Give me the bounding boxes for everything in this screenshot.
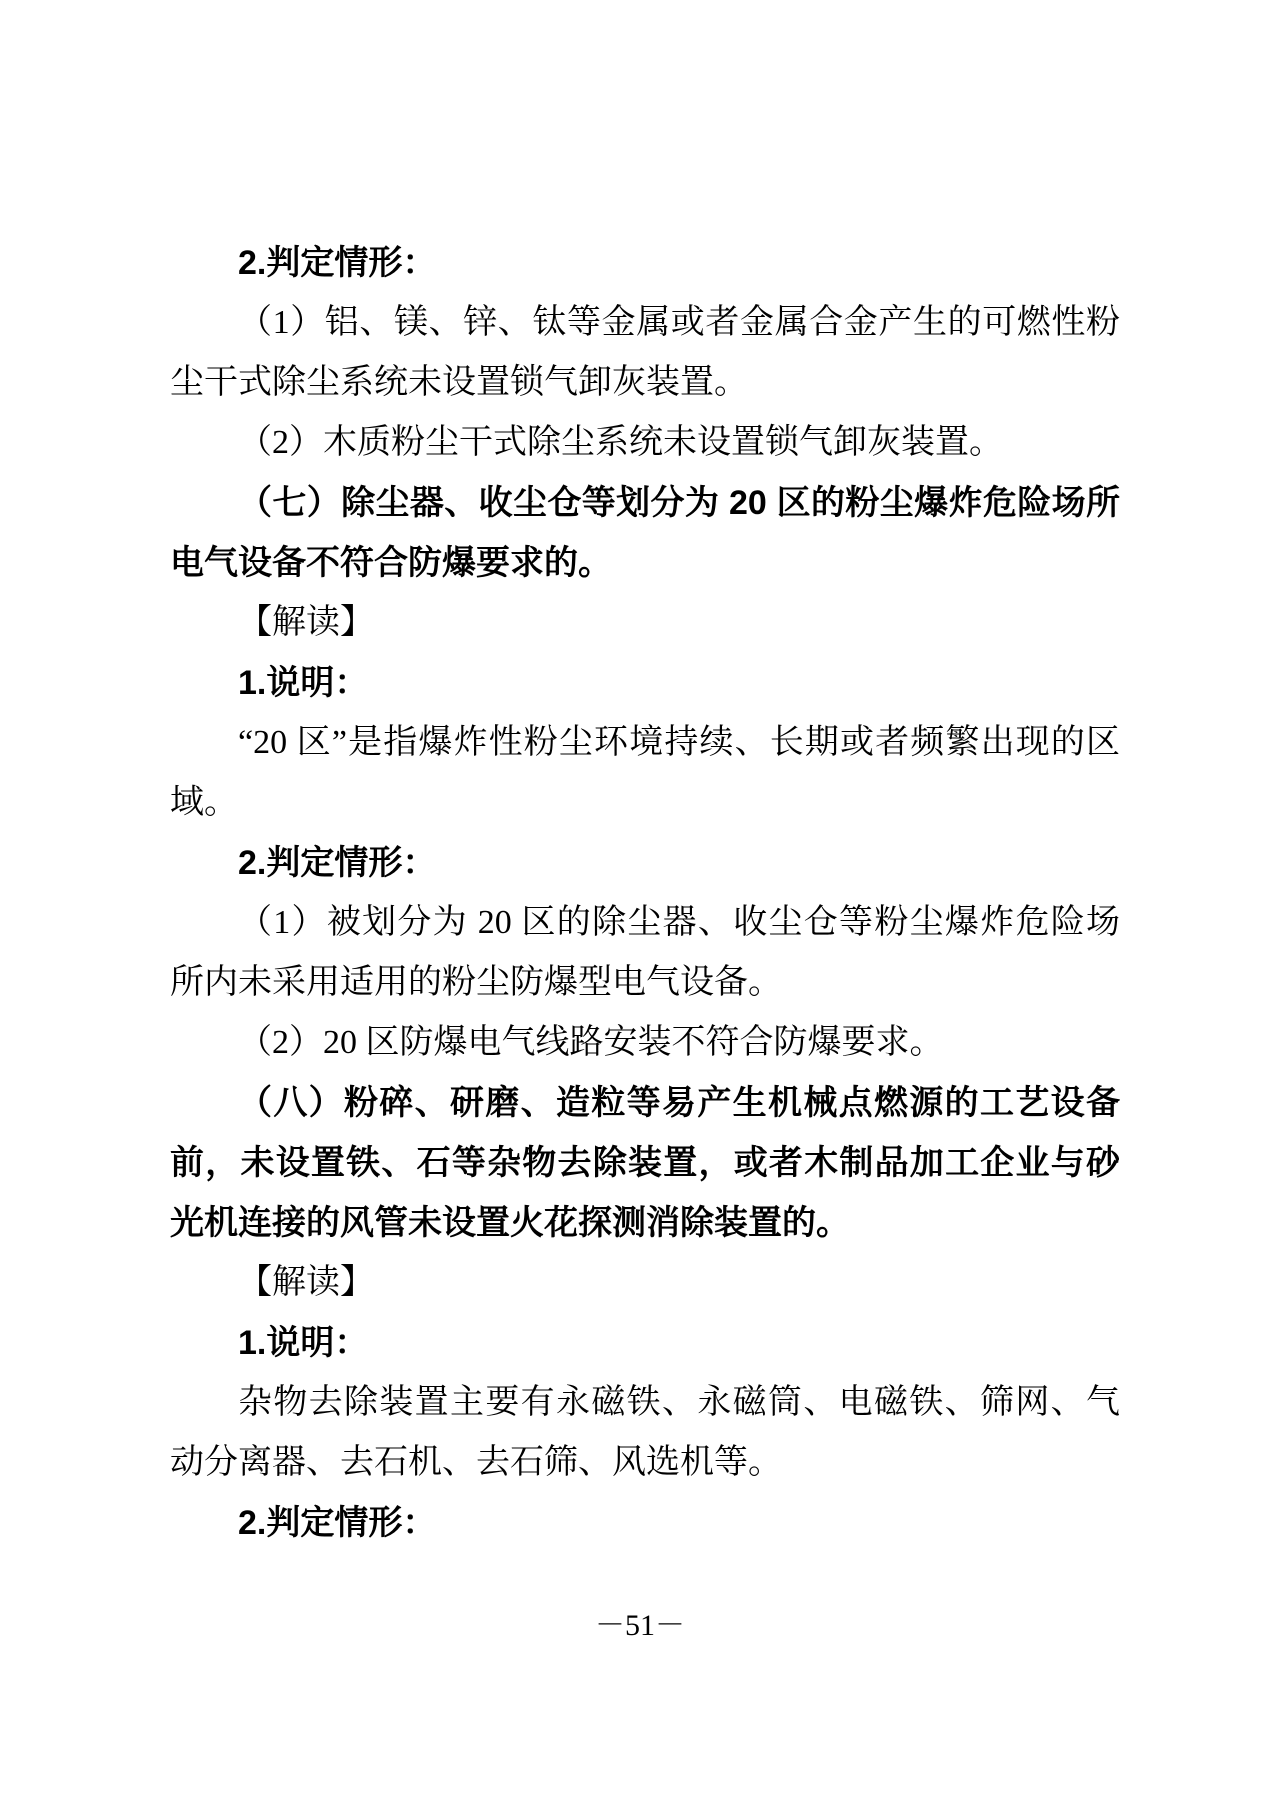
heading-paragraph: 1.说明：: [238, 664, 369, 702]
body-paragraph: （2）20 区防爆电气线路安装不符合防爆要求。: [238, 1024, 944, 1061]
body-paragraph: （2）木质粉尘干式除尘系统未设置锁气卸灰装置。: [238, 424, 1003, 461]
body-paragraph: （1）铝、镁、锌、钛等金属或者金属合金产生的可燃性粉尘干式除尘系统未设置锁气卸灰装置。: [170, 304, 1120, 401]
body-paragraph: 杂物去除装置主要有永磁铁、永磁筒、电磁铁、筛网、气动分离器、去石机、去石筛、风选机等。: [170, 1384, 1120, 1481]
heading-paragraph: 2.判定情形：: [238, 244, 437, 282]
heading-paragraph: 1.说明：: [238, 1324, 369, 1362]
heading-paragraph: 2.判定情形：: [238, 844, 437, 882]
body-paragraph: 【解读】: [238, 604, 374, 641]
body-paragraph: （1）被划分为 20 区的除尘器、收尘仓等粉尘爆炸危险场所内未采用适用的粉尘防爆型电气设备。: [170, 904, 1120, 1001]
heading-paragraph: 2.判定情形：: [238, 1504, 437, 1542]
page-footer: [0, 1606, 1280, 1646]
body-paragraph: “20 区”是指爆炸性粉尘环境持续、长期或者频繁出现的区域。: [170, 724, 1120, 821]
body-paragraph: 【解读】: [238, 1264, 374, 1301]
heading-paragraph: （八）粉碎、研磨、造粒等易产生机械点燃源的工艺设备前，未设置铁、石等杂物去除装置，或者木制品加工企业与砂光机连接的风管未设置火花探测消除装置的。: [170, 1084, 1120, 1242]
page-number: －51－: [595, 1609, 685, 1642]
document-body: [170, 233, 1120, 1553]
heading-paragraph: （七）除尘器、收尘仓等划分为 20 区的粉尘爆炸危险场所电气设备不符合防爆要求的。: [170, 484, 1120, 582]
